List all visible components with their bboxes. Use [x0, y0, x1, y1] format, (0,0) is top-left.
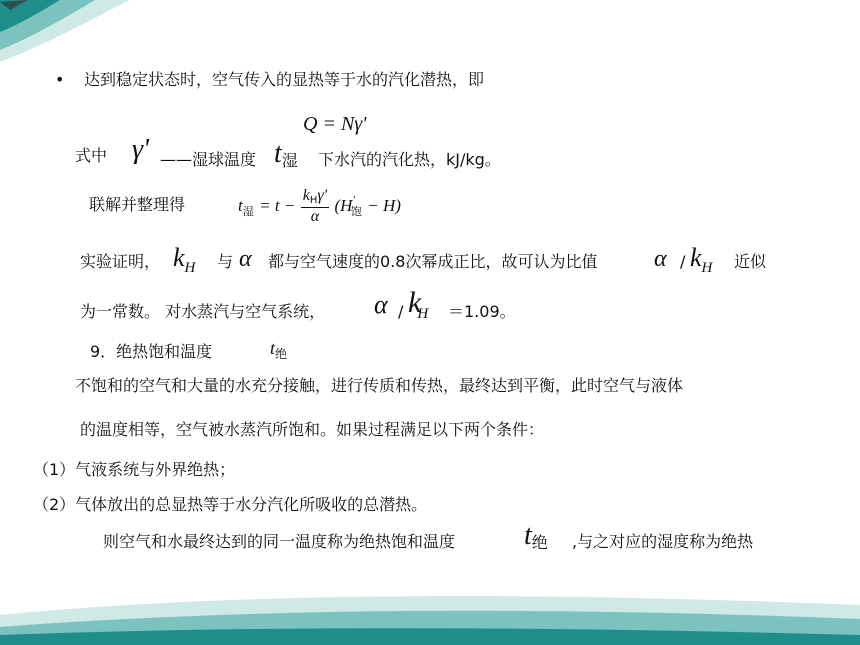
line-3-d: 近似	[734, 252, 767, 271]
lianjie-label: 联解并整理得	[89, 195, 186, 214]
condition-1: （1）气液系统与外界绝热；	[33, 460, 236, 479]
dash-text: ——湿球温度	[160, 150, 257, 169]
ratio-slash: /	[680, 252, 686, 271]
paragraph-line-1: 不饱和的空气和大量的水充分接触，进行传质和传热，最终达到平衡，此时空气与液体	[75, 376, 684, 395]
kh-symbol: kH	[173, 243, 196, 276]
line-2-tail: 下水汽的汽化热，kJ/kg。	[318, 150, 501, 169]
equation-twet: $t_湿 = t$ − $\frac{\text{kHγ'}}{\alpha}$ $(H'_饱 - H)$	[238, 187, 401, 225]
line-4-b: ＝1.09。	[448, 302, 516, 321]
last-line-a: 则空气和水最终达到的同一温度称为绝热饱和温度	[103, 532, 456, 551]
gamma-symbol: γ'	[132, 134, 150, 165]
bottom-decoration	[0, 585, 860, 645]
line-3-c: 都与空气速度的0.8次幂成正比，故可认为比值	[268, 252, 598, 271]
line-1-text: 达到稳定状态时，空气传入的显热等于水的汽化潜热，即	[84, 70, 485, 89]
section-9-heading: 9．绝热饱和温度	[90, 342, 213, 361]
top-decoration	[0, 0, 860, 80]
equation-q: Q = Nγ'	[303, 113, 367, 135]
alpha-ratio-symbol: α	[654, 246, 667, 272]
t-wet-symbol: t湿	[274, 138, 298, 170]
kh-const-symbol: kH	[408, 286, 429, 322]
paragraph-line-2: 的温度相等，空气被水蒸汽所饱和。如果过程满足以下两个条件：	[80, 420, 545, 439]
shizhong-label: 式中	[75, 146, 108, 165]
line-4-a: 为一常数。 对水蒸汽与空气系统，	[80, 302, 326, 321]
line-3-a: 实验证明，	[80, 252, 161, 271]
t-adiabatic-symbol: $t_绝$	[270, 338, 288, 361]
const-slash: /	[398, 302, 404, 321]
alpha-const-symbol: α	[374, 290, 388, 319]
alpha-symbol: α	[239, 246, 252, 272]
last-line-b: ,与之对应的湿度称为绝热	[572, 532, 754, 551]
line-3-b: 与	[217, 252, 234, 271]
bullet: •	[55, 70, 65, 89]
t-adiabatic-symbol-2: t绝	[524, 520, 548, 552]
condition-2: （2）气体放出的总显热等于水分汽化所吸收的总潜热。	[33, 495, 428, 514]
kh-ratio-symbol: kH	[690, 243, 713, 276]
